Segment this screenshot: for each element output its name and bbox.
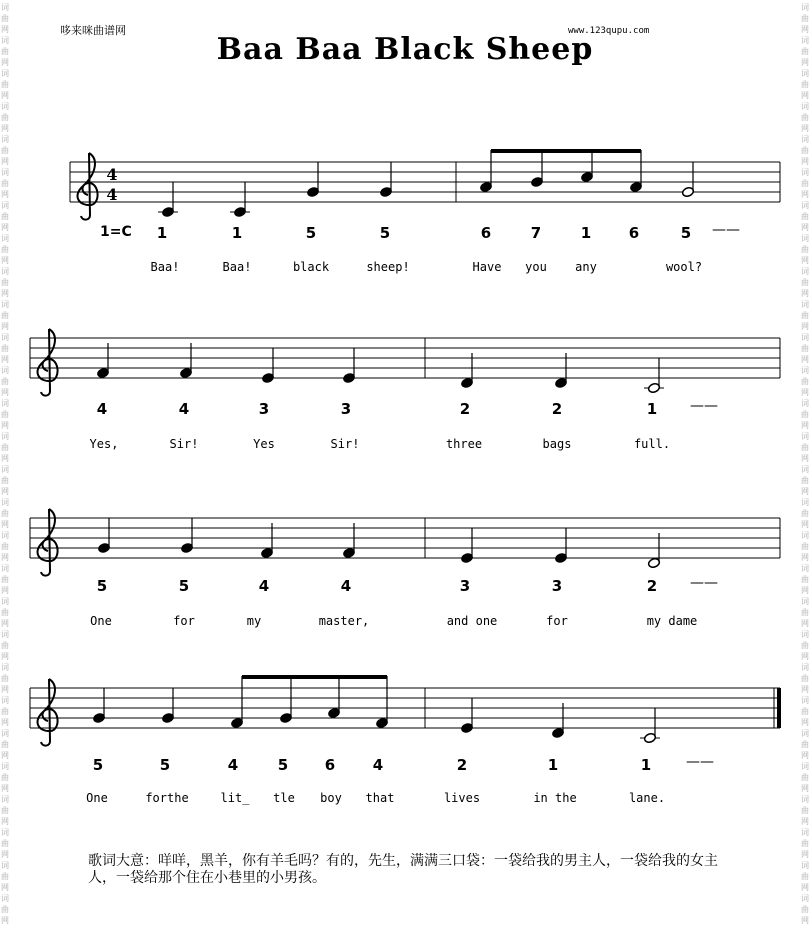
- watermark-char: 词: [1, 234, 9, 243]
- watermark-char: 网: [801, 454, 809, 463]
- watermark-char: 网: [1, 190, 9, 199]
- watermark-char: 曲: [801, 542, 809, 551]
- watermark-char: 曲: [801, 773, 809, 782]
- watermark-char: 词: [801, 201, 809, 210]
- watermark-char: 网: [801, 817, 809, 826]
- watermark-char: 词: [1, 366, 9, 375]
- numbered-note: 1: [231, 224, 243, 242]
- watermark-char: 网: [801, 388, 809, 397]
- numbered-note: 3: [551, 577, 563, 595]
- watermark-char: 词: [1, 498, 9, 507]
- eighth-note-beam: [491, 149, 641, 153]
- treble-clef: [78, 153, 98, 220]
- watermark-char: 网: [1, 289, 9, 298]
- watermark-char: 网: [1, 520, 9, 529]
- lyric-word: you: [525, 260, 547, 274]
- sustain-dash: ——: [712, 222, 740, 238]
- watermark-char: 词: [1, 795, 9, 804]
- watermark-char: 曲: [801, 377, 809, 386]
- watermark-char: 曲: [1, 839, 9, 848]
- watermark-char: 曲: [1, 410, 9, 419]
- numbered-note: 5: [92, 756, 104, 774]
- site-name: 哆来咪曲谱网: [60, 24, 126, 37]
- watermark-char: 曲: [801, 443, 809, 452]
- lyric-word: sheep!: [366, 260, 410, 274]
- watermark-char: 曲: [801, 278, 809, 287]
- watermark-char: 网: [1, 586, 9, 595]
- watermark-char: 网: [1, 619, 9, 628]
- watermark-char: 曲: [1, 80, 9, 89]
- watermark-char: 词: [1, 135, 9, 144]
- watermark-char: 曲: [1, 872, 9, 881]
- numbered-note: 3: [258, 400, 270, 418]
- watermark-char: 网: [1, 355, 9, 364]
- watermark-char: 曲: [801, 146, 809, 155]
- watermark-char: 曲: [801, 47, 809, 56]
- watermark-char: 曲: [1, 245, 9, 254]
- watermark-char: 网: [801, 190, 809, 199]
- watermark-char: 曲: [1, 113, 9, 122]
- lyric-word: my: [246, 614, 262, 628]
- watermark-char: 曲: [1, 674, 9, 683]
- watermark-char: 网: [801, 553, 809, 562]
- watermark-char: 词: [1, 267, 9, 276]
- lyric-word: Baa!: [150, 260, 180, 274]
- numbered-note: 3: [340, 400, 352, 418]
- watermark-char: 曲: [1, 377, 9, 386]
- watermark-char: 词: [801, 564, 809, 573]
- watermark-char: 网: [1, 157, 9, 166]
- lyric-word: forthe: [145, 791, 189, 805]
- watermark-char: 词: [801, 36, 809, 45]
- watermark-char: 词: [1, 729, 9, 738]
- lyrics-summary: 歌词大意：咩咩，黑羊，你有羊毛吗？有的，先生，满满三口袋：一袋给我的男主人，一袋给我的女主人，一袋给那个住在小巷里的小男孩。: [88, 853, 718, 886]
- final-barline-thick: [777, 688, 781, 728]
- numbered-note: 1: [646, 400, 658, 418]
- watermark-char: 词: [1, 432, 9, 441]
- watermark-char: 网: [801, 520, 809, 529]
- watermark-char: 词: [1, 663, 9, 672]
- watermark-char: 词: [801, 861, 809, 870]
- watermark-char: 网: [1, 652, 9, 661]
- numbered-note: 2: [456, 756, 468, 774]
- watermark-char: 网: [1, 58, 9, 67]
- watermark-char: 网: [1, 718, 9, 727]
- watermark-char: 曲: [1, 641, 9, 650]
- watermark-char: 曲: [801, 113, 809, 122]
- watermark-char: 曲: [1, 146, 9, 155]
- watermark-char: 词: [1, 36, 9, 45]
- watermark-char: 网: [801, 421, 809, 430]
- lyric-word: bags: [542, 437, 572, 451]
- watermark-char: 网: [801, 256, 809, 265]
- treble-clef: [38, 509, 58, 576]
- watermark-char: 曲: [1, 608, 9, 617]
- watermark-char: 曲: [1, 509, 9, 518]
- watermark-char: 曲: [801, 608, 809, 617]
- watermark-char: 网: [801, 223, 809, 232]
- watermark-char: 网: [801, 751, 809, 760]
- numbered-note: 4: [372, 756, 384, 774]
- watermark-char: 词: [801, 597, 809, 606]
- watermark-char: 曲: [1, 707, 9, 716]
- watermark-char: 网: [1, 91, 9, 100]
- lyric-word: wool?: [665, 260, 703, 274]
- watermark-char: 网: [1, 784, 9, 793]
- watermark-char: 曲: [801, 14, 809, 23]
- treble-clef-curve: [38, 679, 58, 746]
- watermark-char: 词: [801, 300, 809, 309]
- watermark-char: 词: [801, 3, 809, 12]
- watermark-char: 网: [801, 322, 809, 331]
- watermark-char: 词: [801, 465, 809, 474]
- watermark-char: 词: [1, 3, 9, 12]
- watermark-char: 网: [801, 685, 809, 694]
- watermark-char: 网: [1, 553, 9, 562]
- watermark-char: 词: [801, 135, 809, 144]
- watermark-char: 网: [801, 91, 809, 100]
- watermark-char: 网: [1, 817, 9, 826]
- lyric-word: Sir!: [169, 437, 199, 451]
- watermark-char: 词: [1, 531, 9, 540]
- watermark-char: 曲: [1, 905, 9, 914]
- watermark-char: 网: [801, 58, 809, 67]
- watermark-char: 网: [801, 850, 809, 859]
- watermark-char: 词: [801, 366, 809, 375]
- watermark-char: 曲: [1, 443, 9, 452]
- watermark-char: 网: [801, 157, 809, 166]
- numbered-note: 5: [96, 577, 108, 595]
- watermark-char: 词: [801, 762, 809, 771]
- watermark-char: 网: [1, 685, 9, 694]
- watermark-char: 网: [1, 322, 9, 331]
- numbered-note: 5: [178, 577, 190, 595]
- numbered-note: 4: [227, 756, 239, 774]
- numbered-note: 6: [480, 224, 492, 242]
- lyric-word: for: [173, 614, 195, 628]
- time-signature-bottom: 4: [106, 185, 118, 204]
- watermark-char: 词: [801, 399, 809, 408]
- sustain-dash: ——: [690, 398, 718, 414]
- watermark-char: 词: [1, 201, 9, 210]
- numbered-note: 2: [459, 400, 471, 418]
- lyric-word: Yes,: [89, 437, 119, 451]
- lyric-word: three: [445, 437, 483, 451]
- watermark-char: 曲: [801, 344, 809, 353]
- watermark-char: 曲: [801, 674, 809, 683]
- watermark-char: 词: [801, 102, 809, 111]
- lyric-word: master,: [318, 614, 370, 628]
- watermark-char: 曲: [1, 476, 9, 485]
- lyric-word: in the: [533, 791, 577, 805]
- watermark-char: 网: [801, 883, 809, 892]
- watermark-char: 词: [801, 531, 809, 540]
- sustain-dash: ——: [690, 575, 718, 591]
- watermark-char: 词: [1, 168, 9, 177]
- treble-clef: [38, 679, 58, 746]
- watermark-char: 词: [801, 168, 809, 177]
- watermark-char: 词: [801, 498, 809, 507]
- watermark-char: 词: [1, 597, 9, 606]
- watermark-char: 网: [1, 751, 9, 760]
- watermark-char: 曲: [1, 344, 9, 353]
- watermark-char: 网: [1, 421, 9, 430]
- watermark-char: 词: [801, 795, 809, 804]
- watermark-char: 网: [1, 256, 9, 265]
- watermark-char: 曲: [801, 311, 809, 320]
- watermark-char: 曲: [801, 179, 809, 188]
- watermark-char: 网: [801, 25, 809, 34]
- watermark-char: 词: [1, 696, 9, 705]
- lyric-word: Have: [472, 260, 502, 274]
- watermark-char: 网: [801, 784, 809, 793]
- watermark-char: 曲: [801, 245, 809, 254]
- watermark-char: 网: [801, 718, 809, 727]
- numbered-note: 4: [96, 400, 108, 418]
- lyric-word: Sir!: [330, 437, 360, 451]
- treble-clef-curve: [78, 153, 98, 220]
- watermark-char: 词: [1, 630, 9, 639]
- watermark-char: 词: [801, 234, 809, 243]
- numbered-note: 5: [305, 224, 317, 242]
- watermark-char: 曲: [801, 905, 809, 914]
- treble-clef: [38, 329, 58, 396]
- watermark-char: 曲: [801, 872, 809, 881]
- watermark-char: 曲: [1, 311, 9, 320]
- lyric-word: One: [90, 614, 112, 628]
- watermark-char: 曲: [1, 740, 9, 749]
- watermark-char: 词: [1, 828, 9, 837]
- numbered-note: 3: [459, 577, 471, 595]
- watermark-char: 词: [1, 564, 9, 573]
- numbered-note: 5: [159, 756, 171, 774]
- watermark-char: 曲: [1, 14, 9, 23]
- watermark-char: 词: [801, 69, 809, 78]
- lyric-word: lane.: [628, 791, 666, 805]
- watermark-char: 网: [1, 883, 9, 892]
- watermark-char: 曲: [1, 278, 9, 287]
- numbered-note: 1: [580, 224, 592, 242]
- watermark-char: 曲: [1, 806, 9, 815]
- key-signature: 1=C: [100, 224, 132, 240]
- numbered-note: 6: [628, 224, 640, 242]
- watermark-char: 网: [1, 25, 9, 34]
- watermark-char: 网: [1, 916, 9, 925]
- numbered-note: 4: [340, 577, 352, 595]
- watermark-char: 网: [1, 223, 9, 232]
- numbered-note: 5: [379, 224, 391, 242]
- watermark-char: 曲: [1, 542, 9, 551]
- watermark-char: 曲: [801, 476, 809, 485]
- watermark-char: 网: [1, 388, 9, 397]
- song-title: Baa Baa Black Sheep: [216, 32, 594, 67]
- watermark-char: 网: [801, 652, 809, 661]
- watermark-char: 曲: [801, 509, 809, 518]
- watermark-char: 网: [1, 487, 9, 496]
- watermark-char: 曲: [1, 575, 9, 584]
- numbered-note: 4: [258, 577, 270, 595]
- watermark-char: 词: [1, 69, 9, 78]
- watermark-char: 网: [801, 619, 809, 628]
- watermark-char: 词: [801, 432, 809, 441]
- eighth-note-beam: [242, 675, 387, 679]
- watermark-char: 词: [1, 465, 9, 474]
- lyric-word: my dame: [646, 614, 698, 628]
- watermark-char: 曲: [801, 707, 809, 716]
- lyric-word: One: [86, 791, 108, 805]
- watermark-char: 词: [801, 729, 809, 738]
- numbered-note: 6: [324, 756, 336, 774]
- watermark-char: 曲: [801, 410, 809, 419]
- watermark-char: 网: [1, 454, 9, 463]
- watermark-char: 网: [801, 355, 809, 364]
- lyric-word: lives: [443, 791, 481, 805]
- watermark-char: 词: [801, 630, 809, 639]
- lyric-word: black: [292, 260, 330, 274]
- watermark-char: 词: [1, 102, 9, 111]
- watermark-char: 词: [801, 663, 809, 672]
- numbered-note: 1: [547, 756, 559, 774]
- treble-clef-curve: [38, 509, 58, 576]
- watermark-char: 词: [1, 333, 9, 342]
- watermark-char: 网: [801, 586, 809, 595]
- lyric-word: full.: [633, 437, 671, 451]
- lyric-word: any: [575, 260, 597, 274]
- watermark-char: 曲: [801, 740, 809, 749]
- watermark-char: 曲: [801, 641, 809, 650]
- treble-clef-curve: [38, 329, 58, 396]
- watermark-char: 网: [801, 916, 809, 925]
- watermark-char: 曲: [801, 806, 809, 815]
- numbered-note: 7: [530, 224, 542, 242]
- numbered-note: 2: [551, 400, 563, 418]
- lyric-word: lit_: [220, 791, 250, 805]
- watermark-char: 词: [801, 894, 809, 903]
- lyric-word: boy: [320, 791, 342, 805]
- watermark-char: 词: [1, 399, 9, 408]
- numbered-note: 4: [178, 400, 190, 418]
- watermark-char: 网: [1, 124, 9, 133]
- watermark-char: 曲: [801, 575, 809, 584]
- watermark-char: 词: [801, 267, 809, 276]
- watermark-char: 词: [1, 894, 9, 903]
- lyric-word: Yes: [253, 437, 275, 451]
- watermark-char: 网: [801, 487, 809, 496]
- numbered-note: 1: [640, 756, 652, 774]
- watermark-char: 词: [801, 333, 809, 342]
- numbered-note: 5: [680, 224, 692, 242]
- numbered-note: 2: [646, 577, 658, 595]
- watermark-char: 词: [1, 300, 9, 309]
- site-url: www.123qupu.com: [568, 26, 650, 36]
- lyric-word: for: [546, 614, 568, 628]
- watermark-char: 网: [801, 124, 809, 133]
- watermark-char: 词: [1, 762, 9, 771]
- watermark-char: 词: [1, 861, 9, 870]
- watermark-char: 曲: [801, 80, 809, 89]
- watermark-char: 词: [801, 696, 809, 705]
- watermark-char: 曲: [801, 839, 809, 848]
- numbered-note: 1: [156, 224, 168, 242]
- watermark-char: 词: [801, 828, 809, 837]
- lyric-word: tle: [273, 791, 295, 805]
- watermark-char: 曲: [1, 47, 9, 56]
- lyric-word: Baa!: [222, 260, 252, 274]
- watermark-char: 曲: [1, 773, 9, 782]
- watermark-char: 曲: [801, 212, 809, 221]
- lyric-word: and one: [446, 614, 498, 628]
- watermark-char: 网: [1, 850, 9, 859]
- watermark-char: 曲: [1, 179, 9, 188]
- time-signature-top: 4: [106, 165, 118, 184]
- lyric-word: that: [365, 791, 395, 805]
- watermark-char: 网: [801, 289, 809, 298]
- sustain-dash: ——: [686, 754, 714, 770]
- watermark-char: 曲: [1, 212, 9, 221]
- numbered-note: 5: [277, 756, 289, 774]
